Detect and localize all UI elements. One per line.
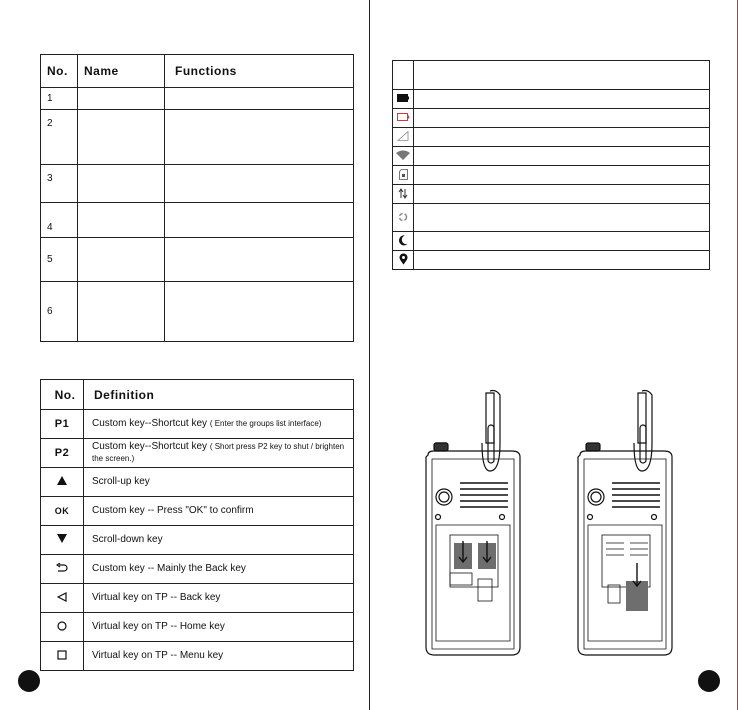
sync-icon <box>398 212 408 222</box>
definition-text: Custom key -- Press "OK" to confirm <box>84 497 354 526</box>
definition-text: Custom key--Shortcut key <box>92 418 208 429</box>
table-row <box>41 410 354 439</box>
table-row <box>41 526 354 555</box>
row-number: 6 <box>41 282 78 342</box>
header-name: Name <box>78 55 165 88</box>
right-page <box>370 0 738 710</box>
table-row <box>393 251 710 270</box>
location-pin-icon <box>399 253 408 265</box>
definition-text: Scroll-up key <box>84 468 354 497</box>
table-row <box>41 613 354 642</box>
triangle-down-icon <box>57 534 67 543</box>
battery-full-icon <box>397 94 409 102</box>
row-number: 3 <box>41 165 78 203</box>
functions-table-header <box>41 55 354 88</box>
header-functions: Functions <box>165 55 354 88</box>
definition-table-header <box>41 380 354 410</box>
triangle-left-icon <box>57 592 67 602</box>
table-row <box>393 204 710 232</box>
table-row <box>41 642 354 671</box>
square-icon <box>57 650 67 660</box>
table-row <box>393 90 710 109</box>
battery-low-icon <box>397 113 410 121</box>
header-no: No. <box>41 380 84 410</box>
table-row <box>41 584 354 613</box>
data-arrows-icon <box>398 188 408 199</box>
table-row <box>393 232 710 251</box>
table-row <box>41 282 354 342</box>
wifi-icon <box>396 150 410 160</box>
ok-key-label: OK <box>54 505 70 516</box>
row-number: 4 <box>41 203 78 238</box>
p2-key-label: P2 <box>54 447 70 459</box>
definition-text: Virtual key on TP -- Home key <box>84 613 354 642</box>
table-row <box>41 110 354 165</box>
triangle-up-icon <box>57 476 67 485</box>
header-no: No. <box>41 55 78 88</box>
back-arrow-icon <box>56 563 68 573</box>
definition-text: Custom key--Shortcut key <box>92 441 208 452</box>
signal-icon <box>397 131 409 141</box>
table-row <box>393 185 710 204</box>
table-row <box>41 165 354 203</box>
table-row <box>41 497 354 526</box>
table-row <box>41 203 354 238</box>
table-row <box>393 166 710 185</box>
table-row <box>393 147 710 166</box>
header-definition: Definition <box>84 380 354 410</box>
sim-icon <box>399 169 408 180</box>
page-number-marker <box>18 670 40 692</box>
row-number: 5 <box>41 238 78 282</box>
radio-device-card-insert-illustration <box>574 385 684 660</box>
definition-text: Virtual key on TP -- Back key <box>84 584 354 613</box>
page-number-marker <box>698 670 720 692</box>
status-icon-table <box>392 60 710 270</box>
definition-text: Custom key -- Mainly the Back key <box>84 555 354 584</box>
definition-note: ( Short press P2 key to shut / brighten the screen.) <box>92 442 345 463</box>
p1-key-label: P1 <box>54 418 70 430</box>
definition-text: Scroll-down key <box>84 526 354 555</box>
definition-text: Virtual key on TP -- Menu key <box>84 642 354 671</box>
table-row <box>41 555 354 584</box>
definition-note: ( Enter the groups list interface) <box>209 419 322 428</box>
circle-icon <box>57 621 67 631</box>
table-row <box>41 468 354 497</box>
icon-table-header <box>393 61 710 90</box>
table-row <box>393 109 710 128</box>
row-number: 2 <box>41 110 78 165</box>
functions-table <box>40 54 354 342</box>
table-row <box>41 238 354 282</box>
table-row <box>393 128 710 147</box>
table-row <box>41 439 354 468</box>
row-number: 1 <box>41 88 78 110</box>
definition-table <box>40 379 354 671</box>
table-row <box>41 88 354 110</box>
moon-icon <box>398 235 408 246</box>
radio-device-sim-insert-illustration <box>422 385 532 660</box>
